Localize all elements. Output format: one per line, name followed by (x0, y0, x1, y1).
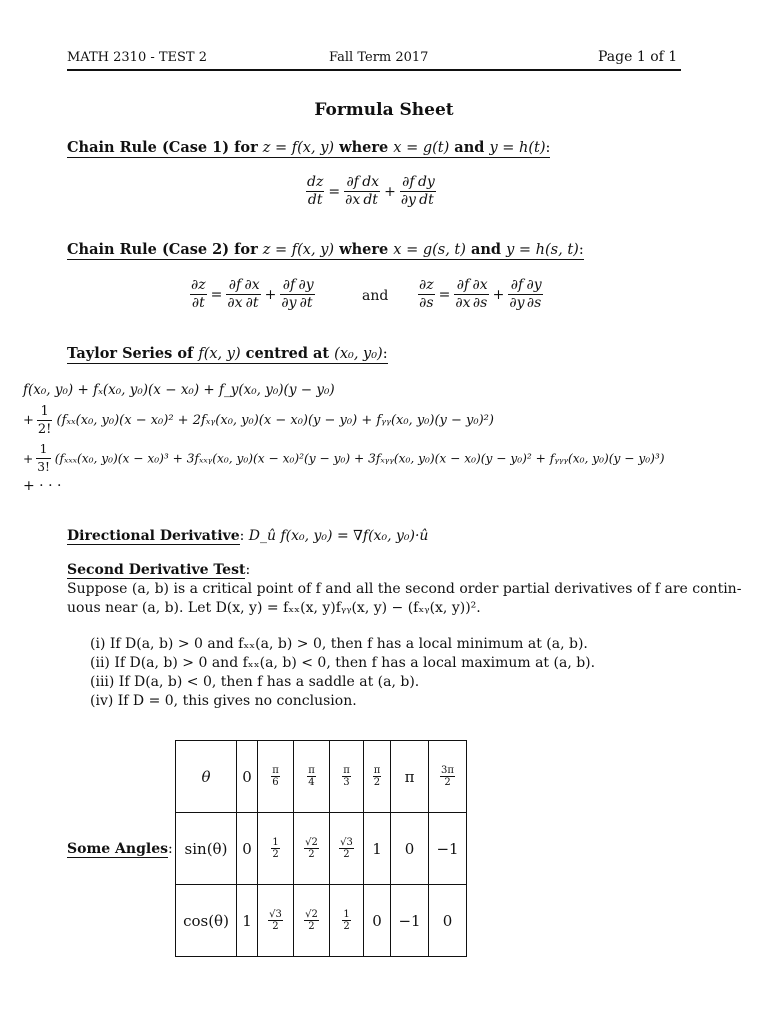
chain-rule-1-heading: Chain Rule (Case 1) for z = f(x, y) where x = g(t) and y = h(t): (67, 139, 551, 156)
table-cell: $\frac{\pi}{6}$ (258, 741, 294, 813)
table-cell: $\frac{√2}{2}$ (294, 813, 330, 885)
course-label: MATH 2310 - TEST 2 (67, 50, 208, 65)
table-cell: $\frac{1}{2}$ (258, 813, 294, 885)
list-item: (iv) If D = 0, this gives no conclusion. (90, 693, 357, 709)
chain-rule-1-formula: $\frac{dz}{dt}$ = $\frac{\partial f}{\partial x}$ $\frac{dx}{dt}$ + $\frac{\partial f}{\partial y}$ $\frac{dy}{dt}$ (307, 174, 435, 208)
chain-rule-2-formula-s: $\frac{\partial z}{\partial s}$ = $\frac{\partial f}{\partial x}$ $\frac{\partial x}{\partial s}$ + $\frac{\partial f}{\partial y}$ $\frac{\partial y}{\partial s}$ (419, 277, 542, 311)
list-item: (ii) If D(a, b) > 0 and fₓₓ(a, b) < 0, then f has a local maximum at (a, b). (90, 655, 596, 671)
taylor-line-1: f(x₀, y₀) + fₓ(x₀, y₀)(x − x₀) + f_y(x₀, y₀)(y − y₀) (23, 382, 335, 398)
taylor-heading: Taylor Series of f(x, y) centred at (x₀, y₀): (67, 345, 388, 362)
table-row (176, 741, 467, 813)
directional-derivative: Directional Derivative: D_û f(x₀, y₀) = ∇f(x₀, y₀)·û (67, 528, 429, 544)
table-cell: $\frac{\pi}{4}$ (294, 741, 330, 813)
angles-table (175, 740, 467, 957)
table-cell: $\frac{3\pi}{2}$ (429, 741, 467, 813)
taylor-line-4: + · · · (23, 478, 62, 494)
table-cell: 0 (364, 885, 391, 957)
table-cell: 0 (237, 813, 258, 885)
table-cell: 0 (391, 813, 429, 885)
term-label: Fall Term 2017 (329, 50, 429, 65)
table-row (176, 885, 467, 957)
table-cell: 0 (429, 885, 467, 957)
table-cell: $\frac{1}{2}$ (330, 885, 364, 957)
list-item: (i) If D(a, b) > 0 and fₓₓ(a, b) > 0, then f has a local minimum at (a, b). (90, 636, 588, 652)
table-cell: $\frac{√3}{2}$ (330, 813, 364, 885)
table-row (176, 813, 467, 885)
table-cell: 1 (364, 813, 391, 885)
taylor-line-2: + $\frac{1}{2!}$ (fₓₓ(x₀, y₀)(x − x₀)² + 2fₓᵧ(x₀, y₀)(x − x₀)(y − y₀) + fᵧᵧ(x₀, y₀)(y − y₀)²) (23, 404, 494, 437)
header-rule (67, 69, 681, 71)
table-cell: $\frac{√2}{2}$ (294, 885, 330, 957)
and-word: and (362, 288, 389, 304)
table-cell: π (391, 741, 429, 813)
table-cell: $\frac{\pi}{3}$ (330, 741, 364, 813)
row-label-sin: sin(θ) (176, 813, 237, 885)
table-cell: −1 (429, 813, 467, 885)
table-cell: 1 (237, 885, 258, 957)
row-label-cos: cos(θ) (176, 885, 237, 957)
chain-rule-2-formula-t: $\frac{\partial z}{\partial t}$ = $\frac{\partial f}{\partial x}$ $\frac{\partial x}{\partial t}$ + $\frac{\partial f}{\partial y}$ $\frac{\partial y}{\partial t}$ (191, 277, 314, 311)
second-derivative-para-1: Suppose (a, b) is a critical point of f and all the second order partial derivatives of f are contin- (67, 581, 742, 597)
second-derivative-heading: Second Derivative Test: (67, 562, 251, 578)
some-angles-label: Some Angles: (67, 841, 173, 857)
conditions-list (90, 635, 595, 711)
chain-rule-2-heading: Chain Rule (Case 2) for z = f(x, y) where x = g(s, t) and y = h(s, t): (67, 241, 584, 258)
second-derivative-para-2: uous near (a, b). Let D(x, y) = fₓₓ(x, y)fᵧᵧ(x, y) − (fₓᵧ(x, y))². (67, 600, 481, 616)
taylor-line-3: + $\frac{1}{3!}$ (fₓₓₓ(x₀, y₀)(x − x₀)³ + 3fₓₓᵧ(x₀, y₀)(x − x₀)²(y − y₀) + 3fₓᵧᵧ(x₀, y₀)(x − x₀)(y − y₀)² + fᵧᵧᵧ(x₀, y₀)(y − y₀)³) (23, 442, 665, 474)
table-cell: −1 (391, 885, 429, 957)
table-cell: 0 (237, 741, 258, 813)
row-label-theta: θ (176, 741, 237, 813)
table-cell: $\frac{√3}{2}$ (258, 885, 294, 957)
page-number: Page 1 of 1 (598, 49, 678, 65)
list-item: (iii) If D(a, b) < 0, then f has a saddle at (a, b). (90, 674, 420, 690)
table-cell: $\frac{\pi}{2}$ (364, 741, 391, 813)
page-title: Formula Sheet (314, 100, 454, 120)
